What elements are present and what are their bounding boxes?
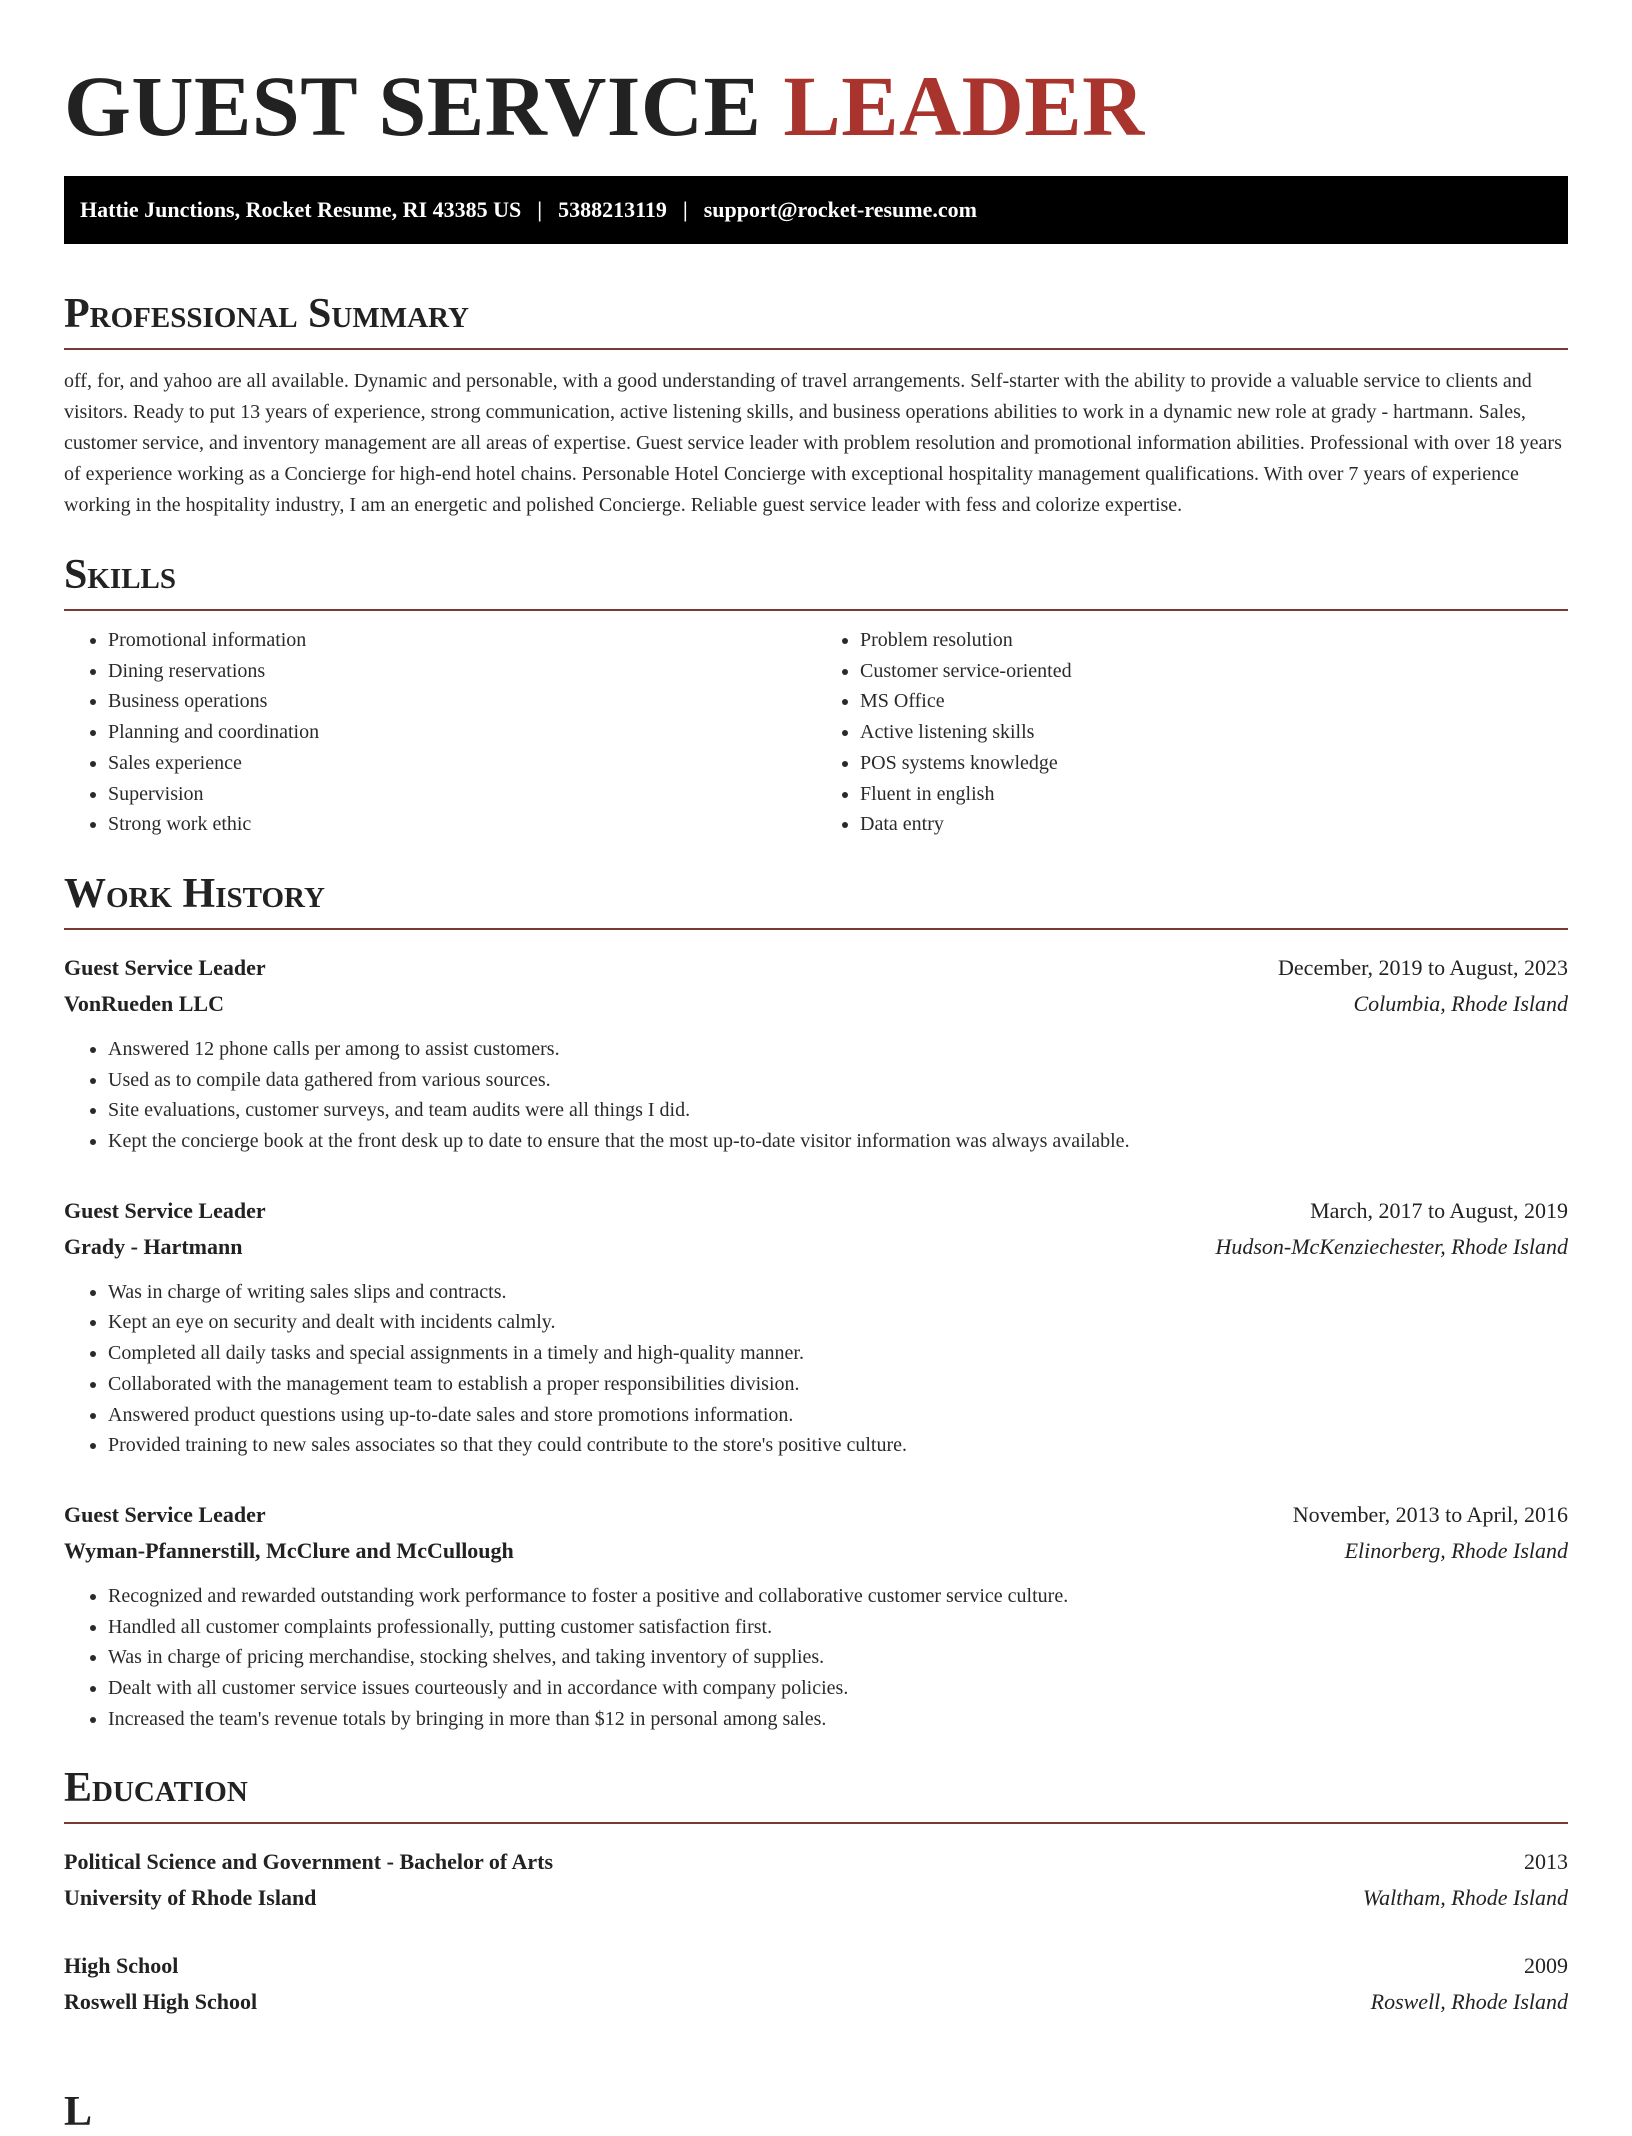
job-title: Guest Service Leader	[64, 954, 266, 980]
job-bullet: • Collaborated with the management team to establish a proper responsibilities division.	[108, 1369, 1568, 1400]
education-location: Roswell, Rhode Island	[1370, 1989, 1568, 2015]
job-bullet: • Recognized and rewarded outstanding work performance to foster a positive and collaborative customer service culture.	[108, 1581, 1568, 1612]
job-bullet: • Answered 12 phone calls per among to assist customers.	[108, 1034, 1568, 1065]
education-entry	[64, 1844, 1568, 1916]
summary-section	[64, 290, 1568, 521]
skill-item: • Supervision	[108, 779, 816, 810]
education-school: University of Rhode Island	[64, 1885, 317, 1911]
education-degree: High School	[64, 1953, 179, 1979]
education-section	[64, 1764, 1568, 2020]
job-bullet: • Kept the concierge book at the front desk up to date to ensure that the most up-to-date visitor information was always available.	[108, 1126, 1568, 1157]
work-history-heading: Work History	[64, 870, 1568, 930]
skill-item: • MS Office	[860, 686, 1568, 717]
skill-item: • POS systems knowledge	[860, 748, 1568, 779]
resume-page	[64, 0, 1568, 2020]
job-dates: March, 2017 to August, 2019	[1310, 1197, 1568, 1223]
job-header-row	[64, 950, 1568, 986]
education-heading: Education	[64, 1764, 1568, 1824]
education-degree: Political Science and Government - Bachelor of Arts	[64, 1849, 554, 1875]
skill-item: • Dining reservations	[108, 656, 816, 687]
resume-title	[64, 56, 1568, 156]
job-bullets	[64, 1277, 1568, 1461]
job-bullet: • Answered product questions using up-to-date sales and store promotions information.	[108, 1400, 1568, 1431]
skill-item: • Active listening skills	[860, 717, 1568, 748]
contact-email: support@rocket-resume.com	[703, 197, 977, 222]
education-school-row	[64, 1880, 1568, 1916]
job-title: Guest Service Leader	[64, 1501, 266, 1527]
job-company-row	[64, 986, 1568, 1022]
education-school-row	[64, 1984, 1568, 2020]
contact-address: Hattie Junctions, Rocket Resume, RI 43385 US	[80, 197, 522, 222]
job-bullet: • Dealt with all customer service issues courteously and in accordance with company policies.	[108, 1673, 1568, 1704]
job-location: Elinorberg, Rhode Island	[1344, 1537, 1568, 1563]
contact-phone: 5388213119	[558, 197, 667, 222]
job-bullet: • Used as to compile data gathered from various sources.	[108, 1065, 1568, 1096]
next-section-heading-partial: L	[64, 2089, 93, 2135]
job-bullet: • Increased the team's revenue totals by bringing in more than $12 in personal among sales.	[108, 1704, 1568, 1735]
title-accent: LEADER	[783, 58, 1145, 154]
job-bullet: • Provided training to new sales associates so that they could contribute to the store's positive culture.	[108, 1430, 1568, 1461]
skills-section	[64, 551, 1568, 840]
skill-item: • Data entry	[860, 809, 1568, 840]
job-dates: November, 2013 to April, 2016	[1292, 1501, 1568, 1527]
job-company: VonRueden LLC	[64, 990, 224, 1016]
job-company: Grady - Hartmann	[64, 1233, 243, 1259]
job-entry	[64, 1193, 1568, 1461]
skill-item: • Business operations	[108, 686, 816, 717]
summary-heading: Professional Summary	[64, 290, 1568, 350]
skills-list-left	[64, 625, 816, 840]
job-company-row	[64, 1229, 1568, 1265]
skills-grid	[64, 625, 1568, 840]
skill-item: • Fluent in english	[860, 779, 1568, 810]
skill-item: • Problem resolution	[860, 625, 1568, 656]
contact-separator: |	[682, 197, 688, 222]
job-entry	[64, 950, 1568, 1157]
summary-text: off, for, and yahoo are all available. Dynamic and personable, with a good understanding of travel arrangements. Self-starter with the ability to provide a valuable service to clients and visitors. Ready to put 13 years of experience, strong communication, active listening skills, and business operations abilities to work in a dynamic new role at grady - hartmann. Sales, customer service, and inventory management are all areas of expertise. Guest service leader with problem resolution and promotional information abilities. Professional with over 18 years of experience working as a Concierge for high-end hotel chains. Personable Hotel Concierge with exceptional hospitality management qualifications. With over 7 years of experience working in the hospitality industry, I am an energetic and polished Concierge. Reliable guest service leader with fess and colorize expertise.	[64, 370, 1562, 516]
job-company: Wyman-Pfannerstill, McClure and McCullough	[64, 1537, 514, 1563]
skill-item: • Sales experience	[108, 748, 816, 779]
skill-item: • Planning and coordination	[108, 717, 816, 748]
job-bullet: • Completed all daily tasks and special assignments in a timely and high-quality manner.	[108, 1338, 1568, 1369]
title-main: GUEST SERVICE	[64, 58, 762, 154]
contact-separator: |	[537, 197, 543, 222]
education-year: 2009	[1524, 1953, 1568, 1979]
education-degree-row	[64, 1948, 1568, 1984]
education-year: 2013	[1524, 1849, 1568, 1875]
job-entry	[64, 1497, 1568, 1735]
job-bullets	[64, 1034, 1568, 1157]
job-location: Hudson-McKenziechester, Rhode Island	[1215, 1233, 1568, 1259]
education-degree-row	[64, 1844, 1568, 1880]
job-bullet: • Site evaluations, customer surveys, and team audits were all things I did.	[108, 1095, 1568, 1126]
skill-item: • Promotional information	[108, 625, 816, 656]
education-location: Waltham, Rhode Island	[1362, 1885, 1568, 1911]
education-school: Roswell High School	[64, 1989, 258, 2015]
job-bullet: • Was in charge of writing sales slips and contracts.	[108, 1277, 1568, 1308]
job-location: Columbia, Rhode Island	[1353, 990, 1568, 1016]
contact-bar	[64, 176, 1568, 244]
education-entry	[64, 1948, 1568, 2020]
job-title: Guest Service Leader	[64, 1197, 266, 1223]
job-header-row	[64, 1193, 1568, 1229]
job-bullet: • Kept an eye on security and dealt with incidents calmly.	[108, 1307, 1568, 1338]
job-bullet: • Was in charge of pricing merchandise, stocking shelves, and taking inventory of supplies.	[108, 1642, 1568, 1673]
skill-item: • Strong work ethic	[108, 809, 816, 840]
work-history-section	[64, 870, 1568, 1735]
job-company-row	[64, 1533, 1568, 1569]
job-header-row	[64, 1497, 1568, 1533]
job-bullet: • Handled all customer complaints professionally, putting customer satisfaction first.	[108, 1612, 1568, 1643]
skills-list-right	[816, 625, 1568, 840]
job-dates: December, 2019 to August, 2023	[1278, 954, 1568, 980]
skills-heading: Skills	[64, 551, 1568, 611]
skill-item: • Customer service-oriented	[860, 656, 1568, 687]
job-bullets	[64, 1581, 1568, 1735]
